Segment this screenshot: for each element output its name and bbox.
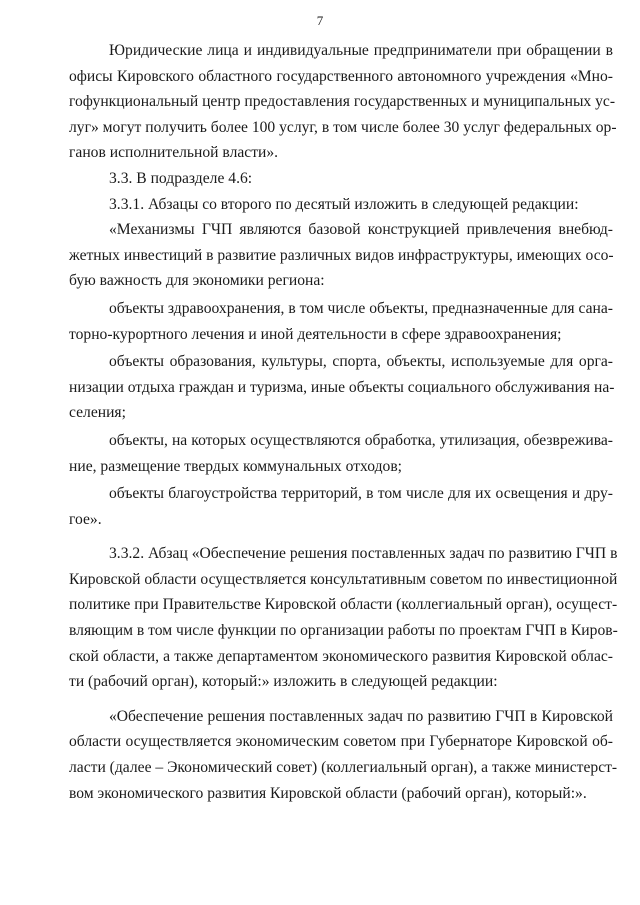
text-line: объекты благоустройства территорий, в том числе для их освещения и дру- bbox=[109, 485, 613, 503]
paragraph-mfc-services bbox=[69, 38, 617, 166]
text-line: бую важность для экономики региона: bbox=[69, 272, 325, 290]
text-line: 3.3.1. Абзацы со второго по десятый изложить в следующей редакции: bbox=[109, 195, 579, 213]
text-line: ской области, а также департаментом экономического развития Кировской облас- bbox=[69, 647, 613, 665]
text-line: вом экономического развития Кировской области (рабочий орган), который:». bbox=[69, 784, 587, 802]
text-line: ние, размещение твердых коммунальных отходов; bbox=[69, 457, 403, 475]
document-body bbox=[69, 38, 618, 806]
paragraph-3-3 bbox=[69, 166, 613, 192]
text-line: объекты образования, культуры, спорта, объекты, используемые для орга- bbox=[109, 353, 613, 371]
text-line: торно-курортного лечения и иной деятельности в сфере здравоохранения; bbox=[69, 325, 562, 343]
text-line: вляющим в том числе функции по организации работы по проектам ГЧП в Киров- bbox=[69, 622, 618, 640]
text-line: гофункциональный центр предоставления государственных и муниципальных ус- bbox=[69, 93, 616, 111]
paragraph-education-objects bbox=[69, 349, 613, 426]
page-number: 7 bbox=[316, 13, 324, 28]
text-line: ласти (далее – Экономический совет) (коллегиальный орган), а также министерст- bbox=[69, 759, 618, 777]
text-line: гое». bbox=[69, 510, 102, 528]
text-line: «Обеспечение решения поставленных задач по развитию ГЧП в Кировской bbox=[109, 707, 613, 725]
paragraph-3-3-2 bbox=[69, 541, 618, 695]
text-line: Юридические лица и индивидуальные предприниматели при обращении в bbox=[109, 42, 613, 59]
text-line: Кировской области осуществляется консультативным советом по инвестиционной bbox=[69, 570, 618, 588]
text-line: объекты здравоохранения, в том числе объекты, предназначенные для сана- bbox=[109, 299, 613, 317]
text-line: ти (рабочий орган), который:» изложить в следующей редакции: bbox=[69, 673, 498, 691]
paragraph-ppp-mechanisms bbox=[69, 217, 613, 294]
text-line: ганов исполнительной власти». bbox=[69, 144, 279, 162]
text-line: низации отдыха граждан и туризма, иные объекты социального обслуживания на- bbox=[69, 378, 615, 396]
text-line: «Механизмы ГЧП являются базовой конструкцией привлечения внебюд- bbox=[109, 221, 613, 239]
text-line: селения; bbox=[69, 404, 126, 422]
paragraph-waste-objects bbox=[69, 428, 613, 479]
text-line: жетных инвестиций в развитие различных видов инфраструктуры, имеющих осо- bbox=[69, 246, 614, 264]
paragraph-3-3-1 bbox=[69, 192, 613, 218]
text-line: объекты, на которых осуществляются обработка, утилизация, обезврежива- bbox=[109, 431, 613, 449]
text-line: 3.3.2. Абзац «Обеспечение решения поставленных задач по развитию ГЧП в bbox=[109, 545, 618, 563]
text-line: политике при Правительстве Кировской области (коллегиальный орган), осущест- bbox=[69, 596, 618, 614]
paragraph-landscaping-objects bbox=[69, 481, 613, 532]
paragraph-new-wording bbox=[69, 704, 618, 806]
text-line: 3.3. В подразделе 4.6: bbox=[109, 169, 253, 187]
text-line: офисы Кировского областного государственного автономного учреждения «Мно- bbox=[69, 67, 613, 85]
paragraph-healthcare-objects bbox=[69, 296, 613, 347]
text-line: луг» могут получить более 100 услуг, в том числе более 30 услуг федеральных ор- bbox=[69, 118, 617, 136]
text-line: области осуществляется экономическим советом при Губернаторе Кировской об- bbox=[69, 733, 613, 751]
